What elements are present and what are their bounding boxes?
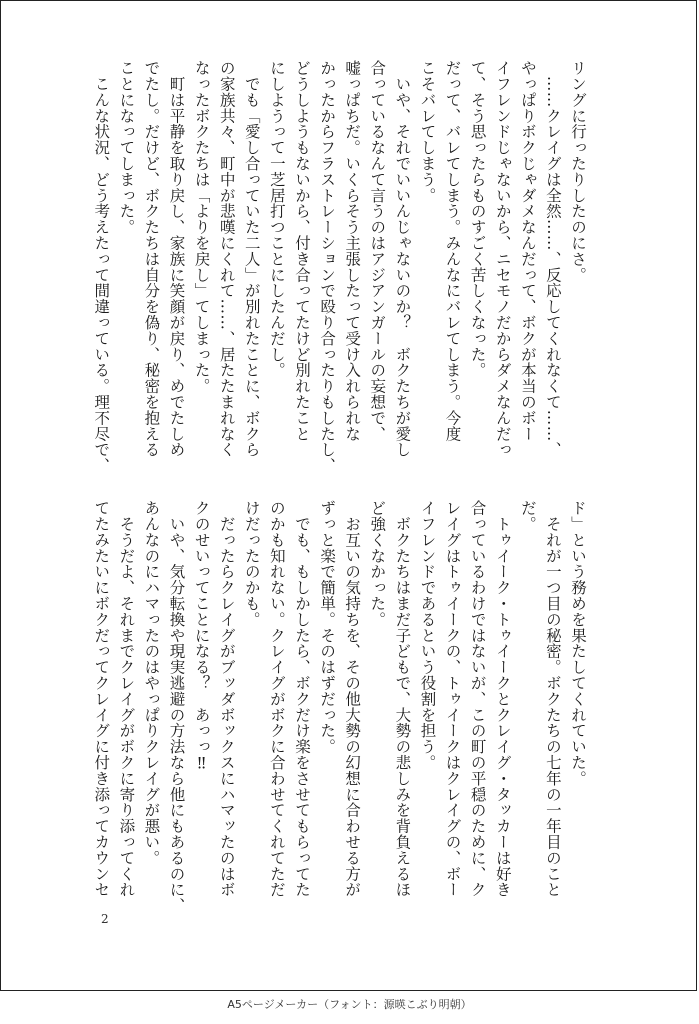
text-line: ど強くなかった。 [368, 500, 387, 628]
text-line: のかも知れない。クレイグがボクに合わせてくれてただ [267, 500, 286, 898]
text-line: 合っているなんて言うのはアジアンガールの妄想で、 [368, 60, 387, 442]
text-block-top [92, 60, 590, 474]
text-line: ことになってしまった。 [117, 60, 136, 235]
text-line: 町は平静を取り戻し、家族に笑顔が戻り、めでたしめ [167, 60, 186, 458]
text-line: お互いの気持ちを、その他大勢の幻想に合わせる方が [343, 500, 362, 898]
text-line: イフレンドじゃないから、ニセモノだからダメなんだっ [493, 60, 512, 458]
text-line: そうだよ、それまでクレイグがボクに寄り添ってくれ [117, 500, 136, 898]
text-line: こそバレてしまう。 [418, 60, 437, 204]
text-line: なったボクたちは「よりを戻し」てしまった。 [192, 60, 211, 394]
text-line: けだったのかも。 [242, 500, 261, 628]
page-number: 2 [101, 912, 109, 926]
text-line: それが一つ目の秘密。ボクたちの七年の一年目のこと [543, 500, 562, 898]
text-line: ずっと楽で簡単。そのはずだった。 [318, 500, 337, 755]
text-line: いや、それでいいんじゃないのか？ ボクたちが愛し [393, 60, 412, 458]
text-line: ド」という務めを果たしてくれていた。 [569, 500, 587, 787]
text-line: 嘘っぱちだ。いくらそう主張したって受け入れられな [343, 60, 362, 442]
text-line: あんなのにハマったのはやっぱりクレイグが悪い。 [142, 500, 161, 866]
text-line: イフレンドであるという役割を担う。 [418, 500, 437, 771]
text-line: だって、バレてしまう。みんなにバレてしまう。今度 [443, 60, 462, 442]
text-line: てたみたいにボクだってクレイグに付き添ってカウンセ [92, 500, 111, 898]
text-line: クのせいってことになる？ あっっ‼ [192, 500, 211, 773]
text-line: リングに行ったりしたのにさ。 [569, 60, 587, 283]
text-line: にしようって一芝居打つことにしたんだし。 [267, 60, 286, 378]
text-line: の家族共々、町中が悲嘆にくれて……、居たたまれなく [217, 60, 236, 458]
text-line: でたし。だけど、ボクたちは自分を偽り、秘密を抱える [142, 60, 161, 458]
text-line: こんな状況、どう考えたって間違っている。理不尽で、 [92, 60, 111, 474]
text-block-bottom [92, 500, 590, 914]
footer-credit: A5ページメーカー（フォント：源暎こぶり明朝） [227, 998, 472, 1011]
text-line: でも「愛し合っていた二人」が別れたことに、ボクら [242, 60, 261, 458]
text-line: だ。 [518, 500, 537, 532]
text-line: トゥイーク・トゥイークとクレイグ・タッカーは好き [493, 500, 512, 898]
text-line: どうしようもないから、付き合ってたけど別れたこと [292, 60, 311, 442]
text-line: かったからフラストレーションで殴り合ったりもしたし、 [318, 60, 337, 474]
text-line: ボクたちはまだ子どもで、大勢の悲しみを背負えるほ [393, 500, 412, 898]
text-line: レイグはトゥイークの、トゥイークはクレイグの、ボー [443, 500, 462, 898]
text-line: だったらクレイグがブッダボックスにハマッたのはボ [217, 500, 236, 898]
text-line: いや、気分転換や現実逃避の方法なら他にもあるのに、 [167, 500, 186, 914]
text-line: やっぱりボクじゃダメなんだって、ボクが本当のボー [518, 60, 537, 442]
text-line: ……クレイグは全然……、反応してくれなくて……、 [543, 60, 562, 458]
text-line: て、そう思ったらものすごく苦しくなった。 [468, 60, 487, 378]
text-line: でも、もしかしたら、ボクだけ楽をさせてもらってた [292, 500, 311, 898]
text-line: 合っているわけではないが、この町の平穏のために、ク [468, 500, 487, 898]
